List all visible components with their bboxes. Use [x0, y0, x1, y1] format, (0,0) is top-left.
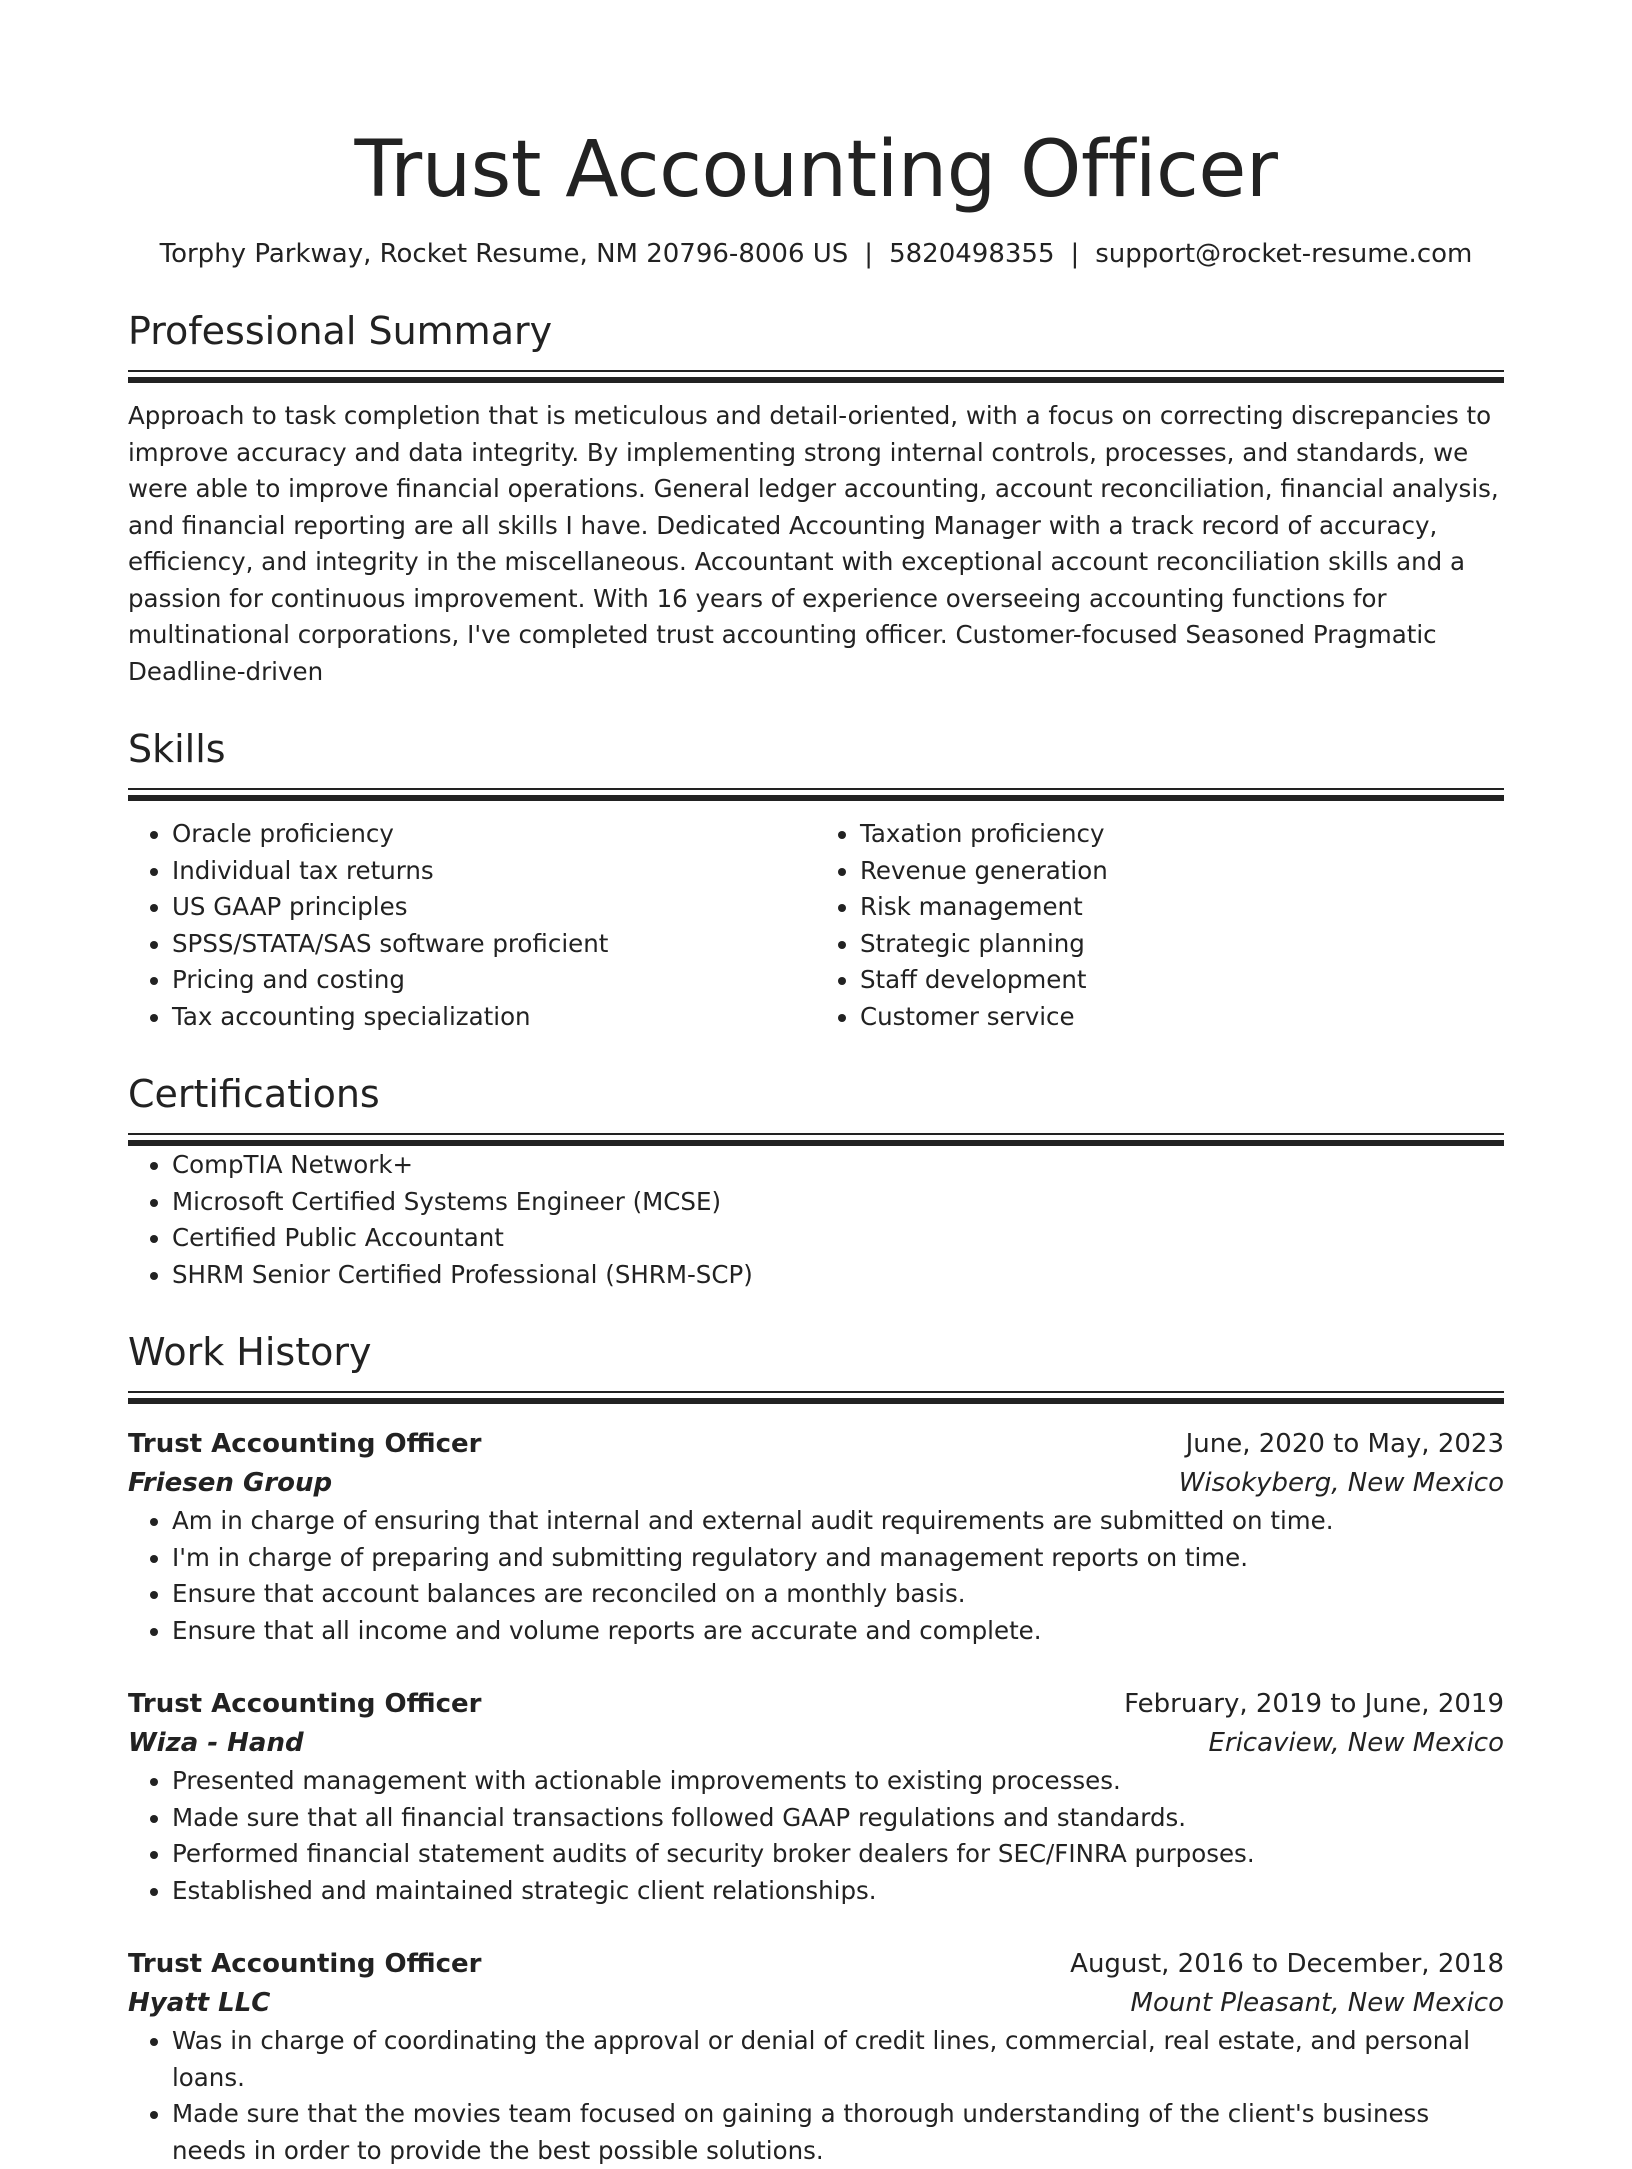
summary-section	[128, 306, 1504, 690]
skills-list-right	[816, 816, 1504, 1035]
certifications-list	[128, 1147, 1504, 1293]
job-duties-list	[128, 1763, 1504, 1909]
summary-heading: Professional Summary	[128, 309, 553, 353]
contact-address: Torphy Parkway, Rocket Resume, NM 20796-8006 US	[159, 239, 849, 269]
job-company-row	[128, 1724, 1504, 1763]
section-divider	[128, 370, 1504, 384]
section-divider	[128, 1133, 1504, 1147]
skills-column-left	[128, 816, 816, 1035]
job-duties-list	[128, 2023, 1504, 2169]
skill-item: • SPSS/STATA/SAS software proficient	[172, 926, 816, 963]
skills-section	[128, 724, 1504, 1035]
job-company: Wiza - Hand	[128, 1728, 304, 1758]
job-dates: June, 2020 to May, 2023	[1185, 1429, 1504, 1459]
job-duties-list	[128, 1503, 1504, 1649]
skill-item: • Tax accounting specialization	[172, 999, 816, 1036]
contact-line	[128, 236, 1504, 272]
job-entry	[128, 1425, 1504, 1649]
job-duty: • Ensure that account balances are reconciled on a monthly basis.	[172, 1576, 1504, 1613]
certifications-section	[128, 1069, 1504, 1293]
contact-email: support@rocket-resume.com	[1095, 239, 1473, 269]
skill-item: • Strategic planning	[860, 926, 1504, 963]
certifications-heading: Certifications	[128, 1072, 380, 1116]
job-location: Wisokyberg, New Mexico	[1178, 1468, 1504, 1498]
job-duty: • Established and maintained strategic client relationships.	[172, 1873, 1504, 1910]
contact-phone: 5820498355	[889, 239, 1055, 269]
contact-separator: |	[1070, 239, 1080, 269]
job-title: Trust Accounting Officer	[128, 1689, 482, 1719]
job-duty: • Made sure that all financial transactions followed GAAP regulations and standards.	[172, 1800, 1504, 1837]
job-dates: February, 2019 to June, 2019	[1124, 1689, 1504, 1719]
section-divider	[128, 1391, 1504, 1405]
job-company: Hyatt LLC	[128, 1988, 271, 2018]
job-duty: • Ensure that all income and volume reports are accurate and complete.	[172, 1613, 1504, 1650]
skills-column-right	[816, 816, 1504, 1035]
skill-item: • Individual tax returns	[172, 853, 816, 890]
skill-item: • Taxation proficiency	[860, 816, 1504, 853]
job-header-row	[128, 1425, 1504, 1464]
certification-item: • Certified Public Accountant	[172, 1220, 1504, 1257]
skill-item: • Pricing and costing	[172, 962, 816, 999]
skill-item: • Customer service	[860, 999, 1504, 1036]
job-duty: • Performed financial statement audits of security broker dealers for SEC/FINRA purposes.	[172, 1836, 1504, 1873]
work-history-section	[128, 1327, 1504, 2169]
resume-title: Trust Accounting Officer	[354, 125, 1278, 215]
job-entry	[128, 1685, 1504, 1909]
skills-grid	[128, 816, 1504, 1035]
summary-text: Approach to task completion that is meticulous and detail-oriented, with a focus on correcting discrepancies to improve accuracy and data integrity. By implementing strong internal controls, processes, and standards, we were able to improve financial operations. General ledger accounting, account reconciliation, financial analysis, and financial reporting are all skills I have. Dedicated Accounting Manager with a track record of accuracy, efficiency, and integrity in the miscellaneous. Accountant with exceptional account reconciliation skills and a passion for continuous improvement. With 16 years of experience overseeing accounting functions for multinational corporations, I've completed trust accounting officer. Customer-focused Seasoned Pragmatic Deadline-driven	[128, 401, 1499, 686]
skills-heading: Skills	[128, 727, 226, 771]
job-header-row	[128, 1685, 1504, 1724]
certification-item: • CompTIA Network+	[172, 1147, 1504, 1184]
job-location: Ericaview, New Mexico	[1208, 1728, 1504, 1758]
job-entry	[128, 1945, 1504, 2169]
job-title: Trust Accounting Officer	[128, 1949, 482, 1979]
job-company-row	[128, 1464, 1504, 1503]
skill-item: • Revenue generation	[860, 853, 1504, 890]
job-company: Friesen Group	[128, 1468, 333, 1498]
job-location: Mount Pleasant, New Mexico	[1130, 1988, 1504, 2018]
skill-item: • Oracle proficiency	[172, 816, 816, 853]
skills-list-left	[128, 816, 816, 1035]
job-duty: • Am in charge of ensuring that internal and external audit requirements are submitted on time.	[172, 1503, 1504, 1540]
job-company-row	[128, 1984, 1504, 2023]
job-dates: August, 2016 to December, 2018	[1070, 1949, 1504, 1979]
contact-separator: |	[864, 239, 874, 269]
work-history-heading: Work History	[128, 1330, 372, 1374]
certification-item: • SHRM Senior Certified Professional (SHRM-SCP)	[172, 1257, 1504, 1294]
job-title: Trust Accounting Officer	[128, 1429, 482, 1459]
job-duty: • Presented management with actionable improvements to existing processes.	[172, 1763, 1504, 1800]
skill-item: • Staff development	[860, 962, 1504, 999]
skill-item: • Risk management	[860, 889, 1504, 926]
section-divider	[128, 788, 1504, 802]
job-duty: • I'm in charge of preparing and submitting regulatory and management reports on time.	[172, 1540, 1504, 1577]
job-duty: • Made sure that the movies team focused on gaining a thorough understanding of the client's business needs in order to provide the best possible solutions.	[172, 2096, 1504, 2169]
job-duty: • Was in charge of coordinating the approval or denial of credit lines, commercial, real estate, and personal loans.	[172, 2023, 1504, 2096]
job-header-row	[128, 1945, 1504, 1984]
certification-item: • Microsoft Certified Systems Engineer (MCSE)	[172, 1184, 1504, 1221]
skill-item: • US GAAP principles	[172, 889, 816, 926]
